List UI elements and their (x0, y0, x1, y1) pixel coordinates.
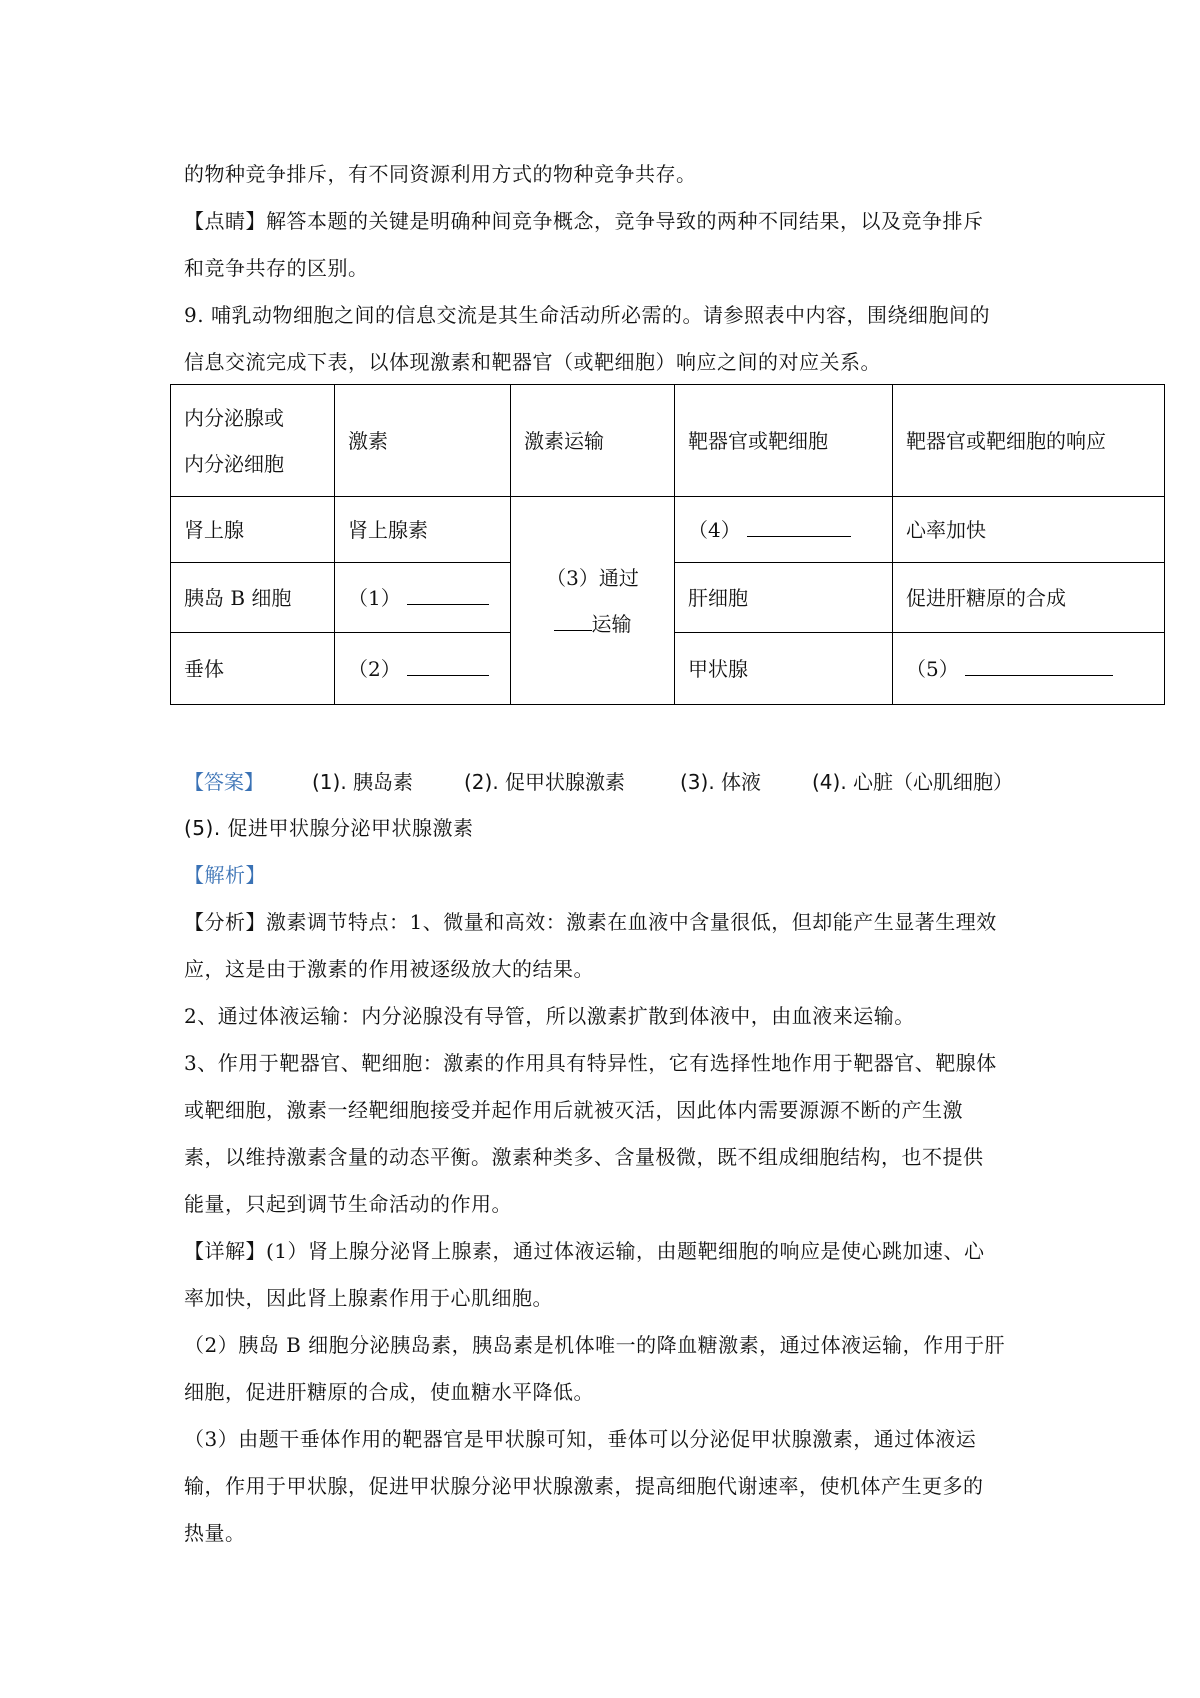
answer-item: (5). 促进甲状腺分泌甲状腺激素 (184, 816, 474, 840)
header-gland (171, 385, 335, 497)
blank-2[interactable] (407, 655, 489, 676)
hormone-table (170, 384, 1165, 705)
header-transport: 激素运输 (511, 385, 675, 497)
blank-2-label: （2） (348, 656, 401, 681)
header-hormone: 激素 (335, 385, 511, 497)
analysis-line: 能量，只起到调节生命活动的作用。 (184, 1192, 512, 1216)
table-row (171, 497, 1165, 563)
transport-line1: （3）通过 (546, 565, 639, 590)
cell-target: 肝细胞 (675, 563, 893, 633)
analysis-line: 率加快，因此肾上腺素作用于心肌细胞。 (184, 1286, 553, 1310)
header-gland-line2: 内分泌细胞 (184, 451, 284, 476)
cell-hormone (335, 633, 511, 705)
cell-gland: 肾上腺 (171, 497, 335, 563)
transport-word: 运输 (591, 611, 632, 636)
analysis-line: 2、通过体液运输：内分泌腺没有导管，所以激素扩散到体液中，由血液来运输。 (184, 1004, 915, 1028)
answer-item: (2). 促甲状腺激素 (464, 770, 626, 794)
analysis-line: 细胞，促进肝糖原的合成，使血糖水平降低。 (184, 1380, 594, 1404)
answer-item: (1). 胰岛素 (312, 770, 414, 794)
answer-item: (3). 体液 (680, 770, 762, 794)
question-9-line: 9. 哺乳动物细胞之间的信息交流是其生命活动所必需的。请参照表中内容，围绕细胞间的 (184, 303, 990, 327)
analysis-line: 素，以维持激素含量的动态平衡。激素种类多、含量极微，既不组成细胞结构，也不提供 (184, 1145, 984, 1169)
analysis-line: 【分析】激素调节特点：1、微量和高效：激素在血液中含量很低，但却能产生显著生理效 (184, 910, 997, 934)
table-header-row (171, 385, 1165, 497)
header-response: 靶器官或靶细胞的响应 (893, 385, 1165, 497)
analysis-line: （3）由题干垂体作用的靶器官是甲状腺可知，垂体可以分泌促甲状腺激素，通过体液运 (184, 1427, 977, 1451)
analysis-line: 输，作用于甲状腺，促进甲状腺分泌甲状腺激素，提高细胞代谢速率，使机体产生更多的 (184, 1474, 984, 1498)
cell-transport (511, 497, 675, 705)
paragraph-line: 【点睛】解答本题的关键是明确种间竞争概念，竞争导致的两种不同结果，以及竞争排斥 (184, 209, 984, 233)
transport-line2 (519, 601, 666, 647)
cell-response: 促进肝糖原的合成 (893, 563, 1165, 633)
cell-response: 心率加快 (893, 497, 1165, 563)
blank-4[interactable] (747, 516, 851, 537)
blank-5[interactable] (965, 655, 1113, 676)
cell-target: 甲状腺 (675, 633, 893, 705)
blank-5-label: （5） (906, 656, 959, 681)
header-target: 靶器官或靶细胞 (675, 385, 893, 497)
question-9-line: 信息交流完成下表，以体现激素和靶器官（或靶细胞）响应之间的对应关系。 (184, 350, 881, 374)
answer-line (184, 766, 1084, 792)
cell-gland: 胰岛 B 细胞 (171, 563, 335, 633)
header-gland-line1: 内分泌腺或 (184, 405, 284, 430)
blank-1-label: （1） (348, 585, 401, 610)
paragraph-line: 和竞争共存的区别。 (184, 256, 369, 280)
blank-1[interactable] (407, 584, 489, 605)
analysis-line: 【详解】(1）肾上腺分泌肾上腺素，通过体液运输，由题靶细胞的响应是使心跳加速、心 (184, 1239, 985, 1263)
analysis-line: 或靶细胞，激素一经靶细胞接受并起作用后就被灭活，因此体内需要源源不断的产生激 (184, 1098, 963, 1122)
blank-4-label: （4） (688, 517, 741, 542)
analysis-line: 应，这是由于激素的作用被逐级放大的结果。 (184, 957, 594, 981)
cell-target (675, 497, 893, 563)
blank-3[interactable] (554, 610, 592, 631)
cell-gland: 垂体 (171, 633, 335, 705)
analysis-line: （2）胰岛 B 细胞分泌胰岛素，胰岛素是机体唯一的降血糖激素，通过体液运输，作用于肝 (184, 1333, 1006, 1357)
analysis-line: 3、作用于靶器官、靶细胞：激素的作用具有特异性，它有选择性地作用于靶器官、靶腺体 (184, 1051, 997, 1075)
paragraph-line: 的物种竞争排斥，有不同资源利用方式的物种竞争共存。 (184, 162, 697, 186)
analysis-label: 【解析】 (184, 863, 266, 887)
cell-hormone (335, 563, 511, 633)
cell-hormone: 肾上腺素 (335, 497, 511, 563)
answer-item: (4). 心脏（心肌细胞） (812, 770, 1014, 794)
cell-response (893, 633, 1165, 705)
analysis-line: 热量。 (184, 1521, 246, 1545)
answer-label: 【答案】 (184, 770, 264, 794)
